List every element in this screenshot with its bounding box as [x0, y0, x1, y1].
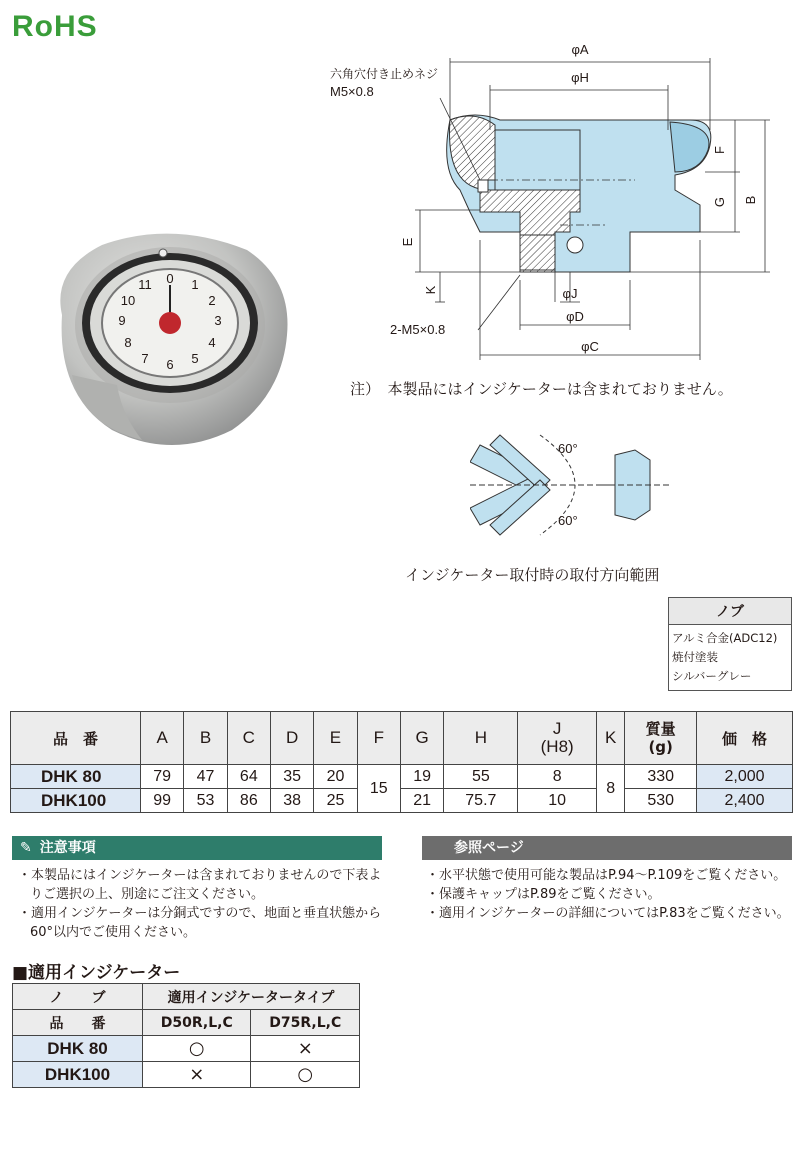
compat-mark: ○: [143, 1036, 251, 1062]
dial-number-9: 9: [118, 313, 126, 328]
dial-number-0: 0: [166, 271, 174, 286]
material-line: 焼付塗装: [672, 650, 718, 664]
range-caption: インジケーター取付時の取付方向範囲: [405, 566, 660, 584]
caution-title: 注意事項: [39, 840, 96, 856]
product-photo: [42, 225, 304, 450]
reference-list: [426, 866, 796, 923]
header-B: B: [184, 712, 227, 765]
list-item: ・水平状態で使用可能な製品はP.94〜P.109をご覧ください。: [426, 868, 787, 883]
reference-header: 参照ページ: [422, 836, 792, 860]
header-mass: 質量 (g): [625, 712, 697, 765]
header-J: J (H8): [518, 712, 597, 765]
dim-J: φJ: [562, 286, 578, 301]
header-price: 価 格: [697, 712, 793, 765]
cell-price: 2,400: [697, 789, 793, 813]
cell-E: 25: [314, 789, 357, 813]
table-row: [11, 765, 793, 789]
header-D: D: [270, 712, 313, 765]
cell-A: 99: [141, 789, 184, 813]
cell-G: 19: [400, 765, 443, 789]
compat-mark: ×: [251, 1036, 360, 1062]
angle-bottom: 60°: [558, 513, 578, 528]
cell-A: 79: [141, 765, 184, 789]
dial-number-3: 3: [214, 313, 222, 328]
dim-E: E: [400, 237, 415, 247]
cell-price: 2,000: [697, 765, 793, 789]
head-col-d75: D75R,L,C: [251, 1010, 360, 1036]
cell-E: 20: [314, 765, 357, 789]
cell-J: 10: [518, 789, 597, 813]
header-part-number: 品 番: [11, 712, 141, 765]
indicator-table: [12, 983, 360, 1088]
dial-number-5: 5: [191, 351, 199, 366]
dim-D: φD: [566, 309, 584, 324]
dial-number-10: 10: [120, 293, 136, 308]
list-item: ・保護キャップはP.89をご覧ください。: [426, 887, 661, 902]
list-item: ・適用インジケーターの詳細についてはP.83をご覧ください。: [426, 906, 790, 921]
list-item: ・適用インジケーターは分銅式ですので、地面と垂直状態から60°以内でご使用ください。: [18, 906, 382, 940]
pencil-icon: ✎: [20, 840, 32, 856]
table-row: [13, 1036, 360, 1062]
part-number: DHK 80: [11, 765, 141, 789]
part-number: DHK100: [11, 789, 141, 813]
dial-number-7: 7: [141, 351, 149, 366]
table-row: [13, 1062, 360, 1088]
note: 注） 本製品にはインジケーターは含まれておりません。: [350, 380, 733, 398]
cell-D: 38: [270, 789, 313, 813]
dial-number-8: 8: [124, 335, 132, 350]
dimension-drawing: [330, 40, 800, 370]
cell-mass: 330: [625, 765, 697, 789]
tap-label: 2-M5×0.8: [390, 322, 446, 337]
part-number: DHK100: [13, 1062, 143, 1088]
material-header: ノブ: [669, 598, 791, 625]
material-line: アルミ合金(ADC12): [672, 631, 778, 645]
header-C: C: [227, 712, 270, 765]
head-col-d50: D50R,L,C: [143, 1010, 251, 1036]
set-screw-size: M5×0.8: [330, 84, 374, 99]
header-G: G: [400, 712, 443, 765]
header-F: F: [357, 712, 400, 765]
dim-K: K: [423, 285, 438, 295]
dial-number-11: 11: [138, 277, 152, 292]
cell-G: 21: [400, 789, 443, 813]
material-body: [669, 625, 791, 690]
dim-A: φA: [571, 42, 589, 57]
cell-H: 75.7: [444, 789, 518, 813]
caution-header: [12, 836, 382, 860]
cell-K: 8: [596, 765, 624, 813]
cell-mass: 530: [625, 789, 697, 813]
dial-number-4: 4: [208, 335, 216, 350]
dial-number-2: 2: [208, 293, 216, 308]
cell-F: 15: [357, 765, 400, 813]
cell-C: 64: [227, 765, 270, 789]
dim-C: φC: [581, 339, 599, 354]
list-item: ・本製品にはインジケーターは含まれておりませんので下表よりご選択の上、別途にご注文ください。: [18, 868, 382, 902]
head-part-number: 品 番: [13, 1010, 143, 1036]
dial-number-6: 6: [166, 357, 174, 372]
cell-B: 53: [184, 789, 227, 813]
rohs-logo: RoHS: [12, 10, 98, 43]
compat-mark: ○: [251, 1062, 360, 1088]
indicator-title: ■適用インジケーター: [12, 963, 181, 983]
dim-H: φH: [571, 70, 589, 85]
cell-D: 35: [270, 765, 313, 789]
part-number: DHK 80: [13, 1036, 143, 1062]
cell-J: 8: [518, 765, 597, 789]
cell-C: 86: [227, 789, 270, 813]
compat-mark: ×: [143, 1062, 251, 1088]
cell-H: 55: [444, 765, 518, 789]
head-knob: ノ ブ: [13, 984, 143, 1010]
dim-F: F: [712, 146, 727, 154]
material-box: [668, 597, 792, 691]
dim-G: G: [712, 196, 727, 208]
material-line: シルバーグレー: [672, 669, 752, 683]
mounting-range-diagram: [470, 420, 670, 560]
set-screw-label: 六角穴付き止めネジ: [330, 67, 439, 81]
dial-number-1: 1: [191, 277, 199, 292]
table-row: [11, 789, 793, 813]
head-type: 適用インジケータータイプ: [143, 984, 360, 1010]
spec-table: [10, 711, 793, 813]
dim-B: B: [743, 195, 758, 205]
caution-list: [18, 866, 388, 942]
header-H: H: [444, 712, 518, 765]
angle-top: 60°: [558, 441, 578, 456]
header-E: E: [314, 712, 357, 765]
header-K: K: [596, 712, 624, 765]
header-A: A: [141, 712, 184, 765]
cell-B: 47: [184, 765, 227, 789]
